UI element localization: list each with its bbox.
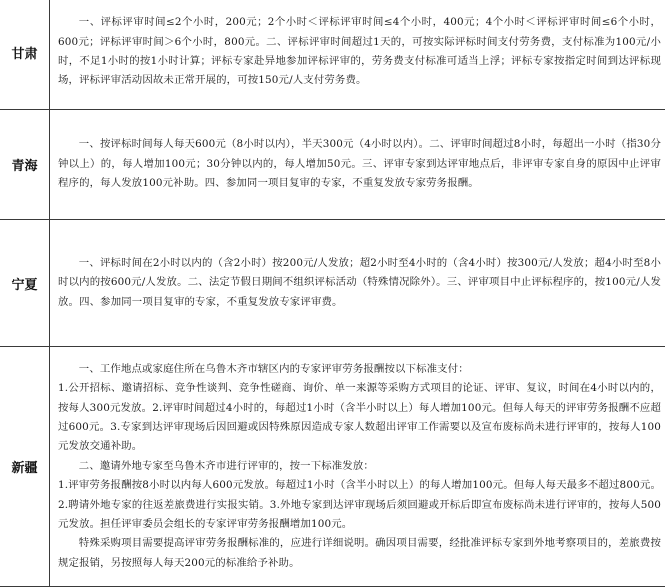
row-content — [50, 110, 665, 219]
row-text: 一、评标评审时间≤2个小时，200元；2个小时＜评标评审时间≤4个小时，400元；4个小时＜评标评审时间≤6个小时，600元；评标评审时间＞6个小时，800元。二、评标评审时间超过1天的，可按实际评标时间支付劳务费，支付标准为100元/小时，不足1小时的按1小时计算；评标专家赴异地参加评标评审的，劳务费支付标准可适当上浮；评标专家按指定时间到达评标现场，评标评审活动因故未正常开展的，可按150元/人支付劳务费。 — [58, 16, 661, 87]
province-label: 宁夏 — [0, 220, 50, 346]
province-label: 甘肃 — [0, 0, 50, 109]
row-content — [50, 220, 665, 346]
row-text: 一、工作地点或家庭住所在乌鲁木齐市辖区内的专家评审劳务报酬按以下标准支付： — [78, 362, 469, 375]
province-label: 新疆 — [0, 347, 50, 586]
province-label: 青海 — [0, 110, 50, 219]
row-text: 一、按评标时间每人每天600元（8小时以内），半天300元（4小时以内）。二、评审时间超过8小时，每超出一小时（指30分钟以上）的，每人增加100元；30分钟以内的，每人增加50元。三、评审专家到达评审地点后，非评审专家自身的原因中止评审程序的，每人发放100元补助。四、参加同一项目复审的专家，不重复发放专家劳务报酬。 — [58, 138, 661, 190]
table-row-gansu — [0, 0, 665, 110]
row-content — [50, 0, 665, 109]
table-row-ningxia — [0, 220, 665, 347]
row-text: 一、评标时间在2小时以内的（含2小时）按200元/人发放；超2小时至4小时的（含4小时）按300元/人发放；超4小时至8小时以内的按600元/人发放。二、法定节假日期间不组织评标活动（特殊情况除外）。三、评审项目中止评标程序的，按100元/人发放。四、参加同一项目复审的专家，不重复发放专家评审费。 — [58, 256, 661, 308]
row-text: 1.公开招标、邀请招标、竞争性谈判、竞争性磋商、询价、单一来源等采购方式项目的论证、评审、复议，时间在4小时以内的，按每人300元发放。2.评审时间超过4小时的，每超过1小时（含半小时以上）每人增加100元。但每人每天的评审劳务报酬不应超过600元。3.专家到达评审现场后因回避或因特殊原因造成专家人数超出评审工作需要以及宣布废标尚未进行评审的，按每人100元发放交通补助。 — [58, 382, 661, 453]
row-text: 1.评审劳务报酬按8小时以内每人600元发放。每超过1小时（含半小时以上）的每人增加100元。但每人每天最多不超过800元。2.聘请外地专家的往返差旅费进行实报实销。3.外地专家到达评审现场后须回避或开标后即宣布废标尚未进行评审的，按每人500元发放。担任评审委员会组长的专家评审劳务报酬增加100元。 — [58, 479, 661, 531]
row-text: 特殊采购项目需要提高评审劳务报酬标准的，应进行详细说明。确因项目需要，经批准评标专家到外地考察项目的，差旅费按规定报销，另按照每人每天200元的标准给予补助。 — [58, 537, 661, 569]
row-content — [50, 347, 665, 586]
table-row-qinghai — [0, 110, 665, 220]
table-row-xinjiang — [0, 347, 665, 587]
row-text: 二、邀请外地专家至乌鲁木齐市进行评审的，按一下标准发放： — [78, 459, 374, 472]
